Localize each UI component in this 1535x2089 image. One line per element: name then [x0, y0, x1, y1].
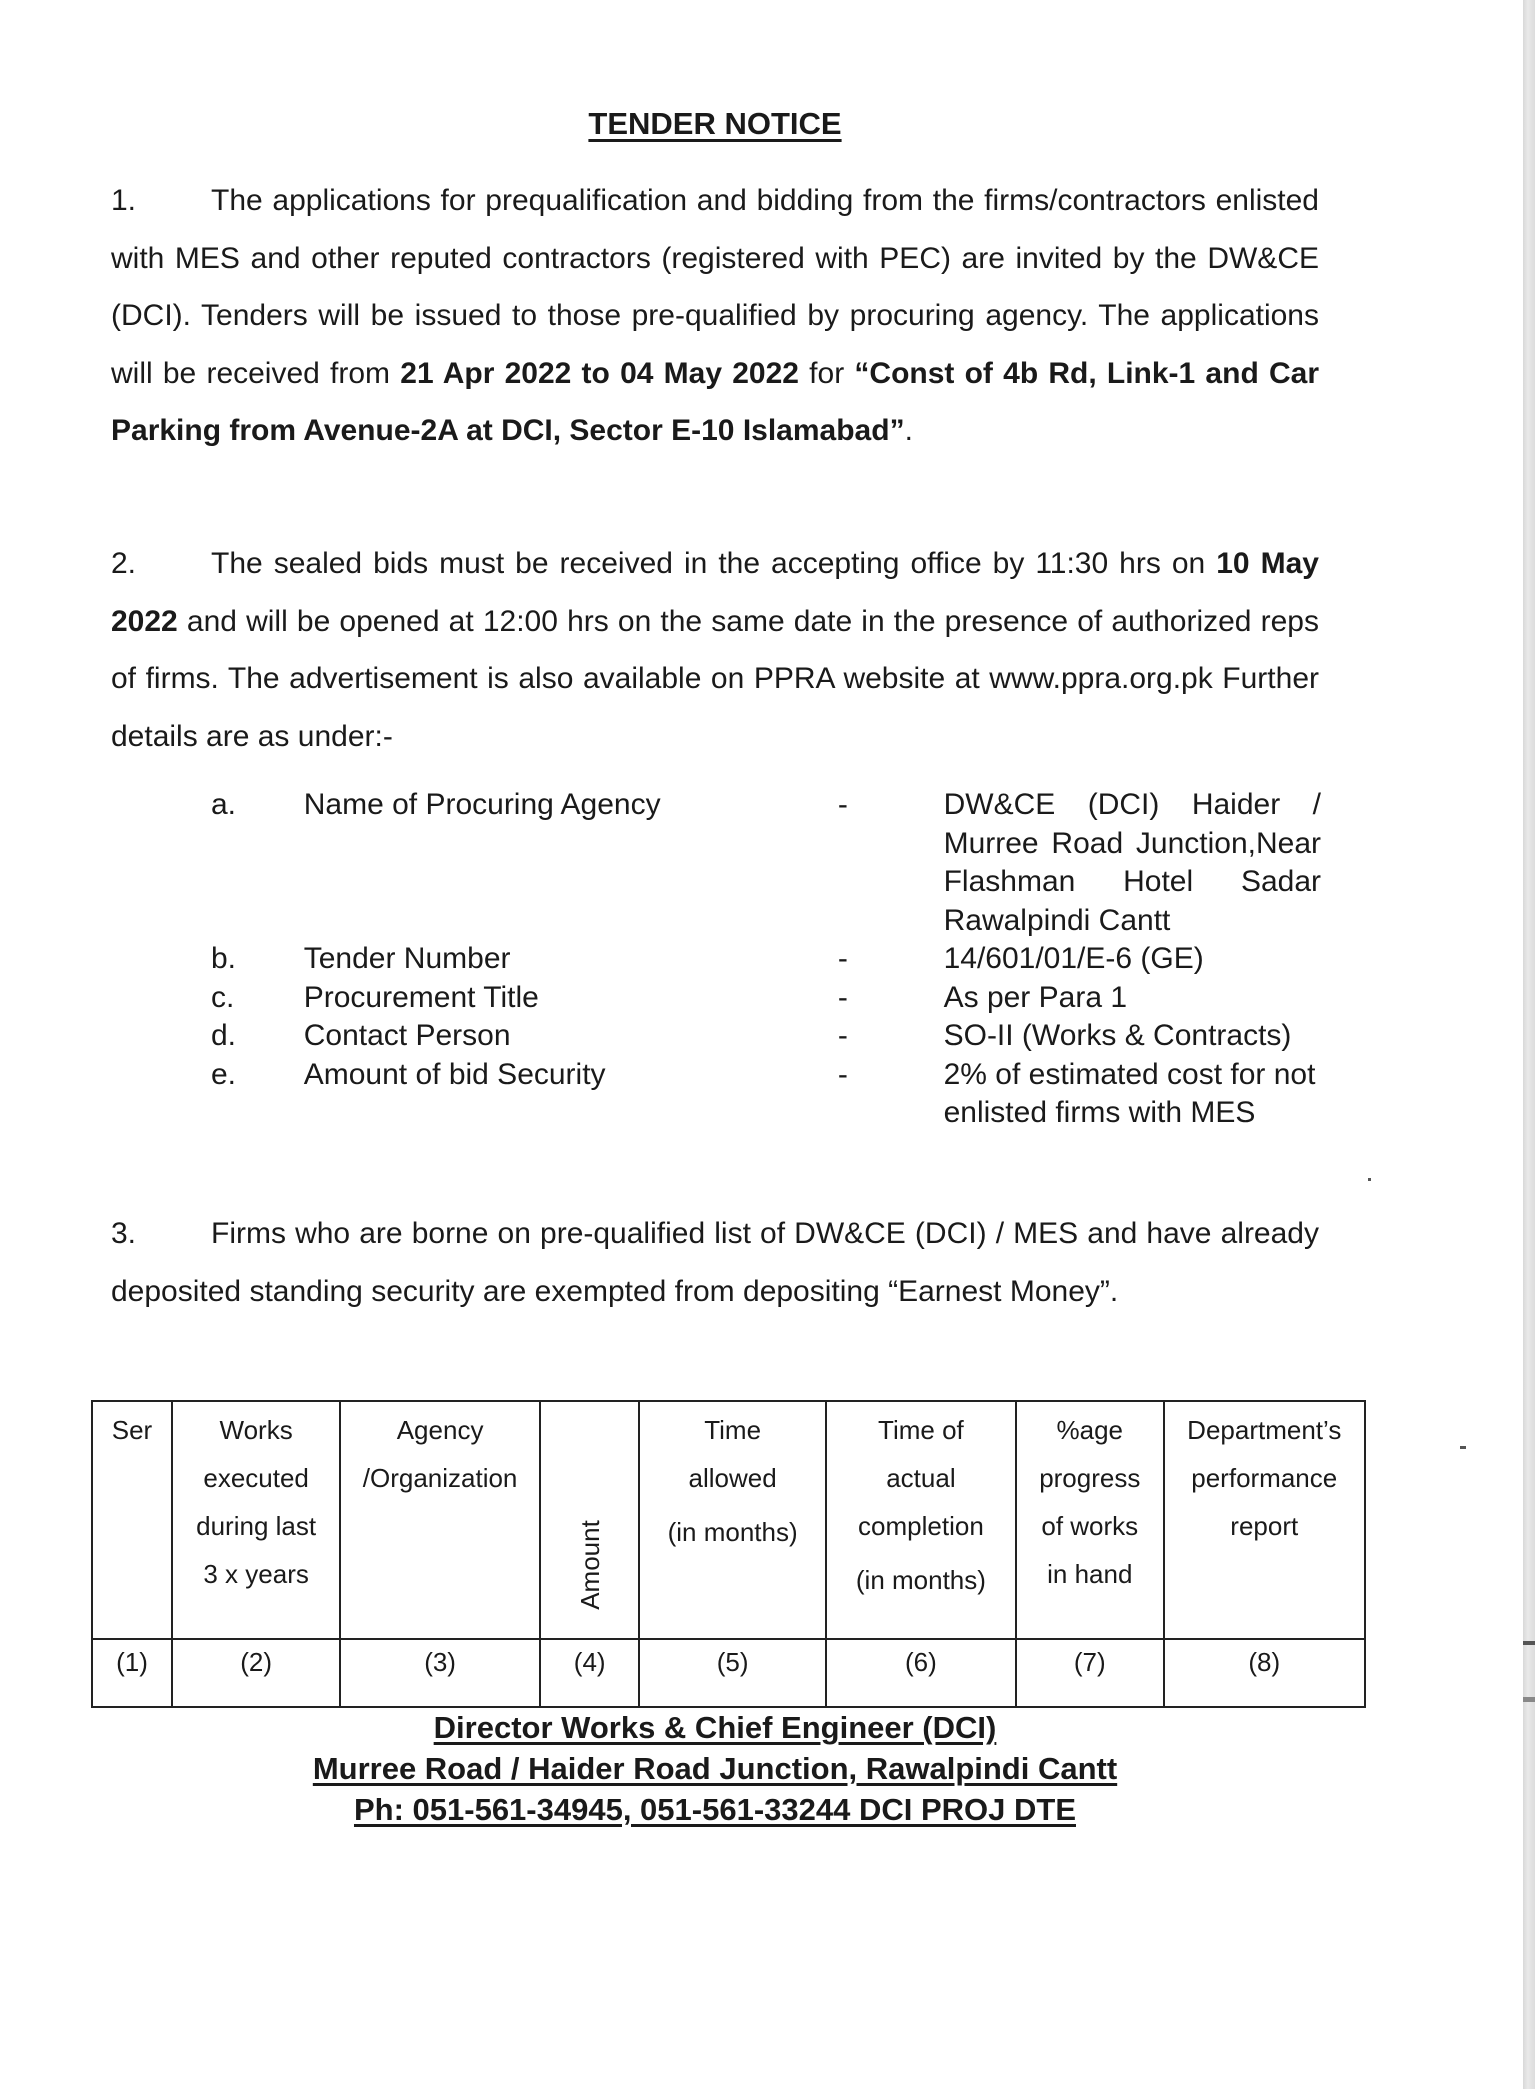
- bid-opening-date: 10 May 2022: [111, 547, 1319, 638]
- header-line: (in months): [855, 1565, 986, 1595]
- detail-separator: -: [837, 788, 848, 821]
- header-line: Works: [219, 1415, 293, 1445]
- detail-label: Contact Person: [303, 1019, 511, 1052]
- header-progress: [1016, 1401, 1163, 1639]
- signature-block: [0, 1707, 1430, 1830]
- project-title: “Const of 4b Rd, Link-1 and Car Parking from Avenue-2A at DCI, Sector E-10 Islamabad”: [111, 356, 1320, 447]
- scan-speck: [1523, 1697, 1535, 1702]
- detail-value: 14/601/01/E-6 (GE): [943, 942, 1204, 975]
- header-line: 3 x years: [203, 1559, 309, 1589]
- header-line: report: [1230, 1511, 1299, 1541]
- header-amount: [540, 1401, 640, 1639]
- header-line: Time: [704, 1415, 762, 1445]
- column-number: (3): [340, 1639, 540, 1707]
- column-number: (8): [1164, 1639, 1365, 1707]
- detail-row-procuring-agency: [211, 786, 1321, 940]
- header-line: Amount: [574, 1520, 605, 1610]
- scan-speck: [1523, 1641, 1535, 1645]
- detail-label: Amount of bid Security: [303, 1057, 606, 1091]
- issuer-address: Murree Road / Haider Road Junction, Rawalpindi Cantt: [312, 1751, 1118, 1786]
- detail-value: SO-II (Works & Contracts): [943, 1019, 1292, 1052]
- header-works-executed: [172, 1401, 340, 1639]
- column-number: (7): [1016, 1639, 1163, 1707]
- paragraph-number: 3.: [111, 1217, 137, 1250]
- scan-speck: [1368, 1178, 1371, 1181]
- detail-label: Procurement Title: [303, 980, 539, 1014]
- tender-details-list: [211, 786, 1321, 1133]
- header-line: Ser: [111, 1415, 153, 1445]
- scan-speck: [1460, 1446, 1466, 1449]
- paragraph-text: and will be opened at 12:00 hrs on the same date in the presence of authorized reps of firms. The advertisement is also available on PPRA website at www.ppra.org.pk Further details are as under:-: [111, 604, 1319, 753]
- paragraph-2: [111, 535, 1319, 765]
- detail-letter: a.: [211, 788, 237, 821]
- detail-row-procurement-title: [211, 979, 1321, 1018]
- header-line: during last: [196, 1511, 317, 1541]
- detail-letter: b.: [211, 942, 237, 975]
- detail-letter: c.: [211, 980, 235, 1014]
- performance-table: [91, 1400, 1366, 1708]
- paragraph-text: Firms who are borne on pre-qualified list of DW&CE (DCI) / MES and have already deposited standing security are exempted from depositing “Earnest Money”.: [111, 1217, 1319, 1308]
- column-number: (1): [92, 1639, 172, 1707]
- header-actual-completion: [826, 1401, 1016, 1639]
- header-line: Agency: [396, 1415, 484, 1445]
- header-line: Department’s: [1187, 1415, 1342, 1445]
- column-number: (6): [826, 1639, 1016, 1707]
- header-performance-report: [1164, 1401, 1365, 1639]
- header-line: in hand: [1047, 1559, 1133, 1589]
- issuer-phone: Ph: 051-561-34945, 051-561-33244 DCI PROJ DTE: [353, 1792, 1076, 1827]
- paragraph-1: [111, 172, 1319, 460]
- detail-letter: e.: [211, 1057, 237, 1091]
- paragraph-number: 2.: [111, 547, 137, 580]
- scan-edge-shadow: [1523, 0, 1535, 2089]
- paragraph-number: 1.: [111, 184, 137, 217]
- detail-separator: -: [837, 942, 848, 975]
- header-ser: [92, 1401, 172, 1639]
- header-line: Time of: [878, 1415, 964, 1445]
- header-line: progress: [1039, 1463, 1141, 1493]
- column-number: (2): [172, 1639, 340, 1707]
- paragraph-text: for: [798, 356, 855, 390]
- header-line: actual: [886, 1463, 956, 1493]
- header-line: of works: [1041, 1511, 1139, 1541]
- detail-row-tender-number: [211, 940, 1321, 979]
- document-title: TENDER NOTICE: [588, 106, 842, 141]
- column-number: (4): [540, 1639, 640, 1707]
- detail-row-contact-person: [211, 1017, 1321, 1056]
- detail-separator: -: [837, 1019, 848, 1052]
- paragraph-text: The sealed bids must be received in the accepting office by 11:30 hrs on: [211, 547, 1217, 580]
- table-header-row: [92, 1401, 1365, 1639]
- paragraph-3: [111, 1205, 1319, 1320]
- header-line: completion: [858, 1511, 984, 1541]
- detail-separator: -: [837, 1057, 848, 1091]
- application-date-range: 21 Apr 2022 to 04 May 2022: [400, 356, 799, 390]
- header-line: %age: [1056, 1415, 1124, 1445]
- header-line: /Organization: [362, 1463, 518, 1493]
- detail-value: DW&CE (DCI) Haider / Murree Road Junction,Near Flashman Hotel Sadar Rawalpindi Cantt: [943, 788, 1322, 937]
- paragraph-text: .: [904, 414, 913, 447]
- detail-value: As per Para 1: [943, 980, 1128, 1014]
- column-number: (5): [639, 1639, 825, 1707]
- detail-letter: d.: [211, 1019, 237, 1052]
- header-line: performance: [1191, 1463, 1338, 1493]
- detail-label: Name of Procuring Agency: [303, 788, 661, 821]
- detail-label: Tender Number: [303, 942, 511, 975]
- header-line: (in months): [667, 1517, 798, 1547]
- detail-separator: -: [837, 980, 848, 1014]
- issuer-title: Director Works & Chief Engineer (DCI): [433, 1710, 997, 1745]
- detail-row-bid-security: [211, 1056, 1321, 1133]
- header-line: executed: [203, 1463, 309, 1493]
- paragraph-text: The applications for prequalification and bidding from the firms/contractors enlisted with MES and other reputed contractors (registered with PEC) are invited by the DW&CE (DCI). Tenders will be issued to those pre-qualified by procuring agency. The applications will be received from: [111, 184, 1319, 390]
- header-agency: [340, 1401, 540, 1639]
- header-line: allowed: [688, 1463, 777, 1493]
- detail-value: 2% of estimated cost for not enlisted firms with MES: [943, 1057, 1316, 1129]
- header-time-allowed: [639, 1401, 825, 1639]
- table-column-number-row: [92, 1639, 1365, 1707]
